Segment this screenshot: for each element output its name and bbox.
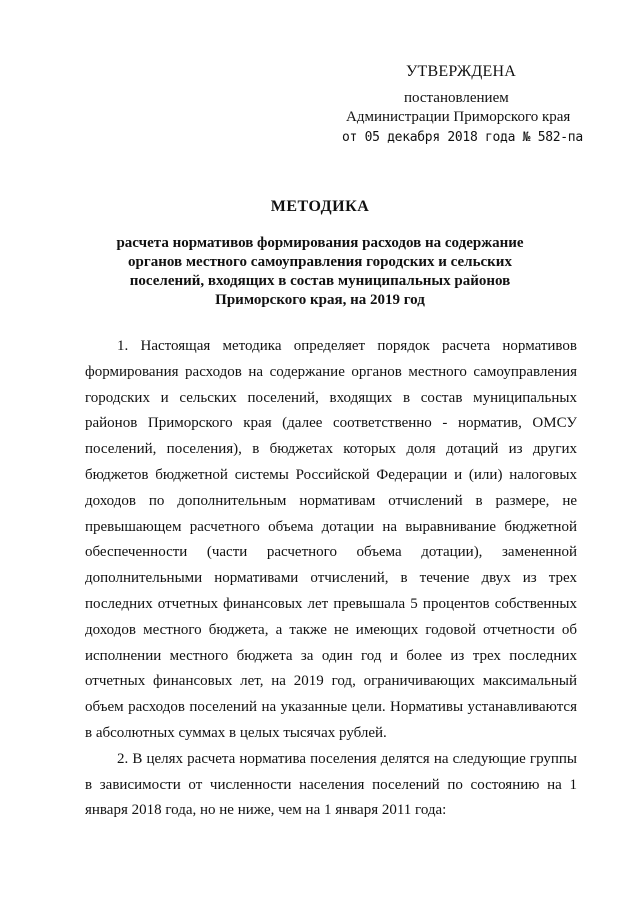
approval-block (340, 62, 600, 147)
approval-date-number: от 05 декабря 2018 года № 582-па (342, 130, 583, 145)
document-subtitle: расчета нормативов формирования расходов на содержание органов местного самоуправления городских и сельских поселений, входящих в состав муниципальных районов Приморского края, на 2019 год (116, 235, 524, 308)
approval-line-1: постановлением (404, 90, 509, 106)
document-title: МЕТОДИКА (270, 198, 370, 215)
document-body (85, 334, 577, 824)
paragraph-2: 2. В целях расчета норматива поселения делятся на следующие группы в зависимости от численности населения поселений по состоянию на 1 января 2018 года, но не ниже, чем на 1 января 2011 года: (85, 750, 577, 819)
approval-line-2: Администрации Приморского края (346, 109, 571, 125)
approval-title: УТВЕРЖДЕНА (406, 63, 517, 80)
paragraph-1: 1. Настоящая методика определяет порядок расчета нормативов формирования расходов на содержание органов местного самоуправления городских и сельских поселений, входящих в состав муниципальных районов Приморского края (далее соответственно - норматив, ОМСУ поселений, поселения), в бюджетах которых доля дотаций из других бюджетов бюджетной системы Российской Федерации и (или) налоговых доходов по дополнительным нормативам отчислений в размере, не превышающем расчетного объема дотации на выравнивание бюджетной обеспеченности (части расчетного объема дотации), замененной дополнительными нормативами отчислений, в течение двух из трех последних отчетных финансовых лет превышала 5 процентов собственных доходов местного бюджета, а также не имеющих годовой отчетности об исполнении местного бюджета за один год и более из трех последних отчетных финансовых лет, на 2019 год, ограничивающих максимальный объем расходов поселений на указанные цели. Нормативы устанавливаются в абсолютных суммах в целых тысячах рублей. (85, 338, 577, 741)
